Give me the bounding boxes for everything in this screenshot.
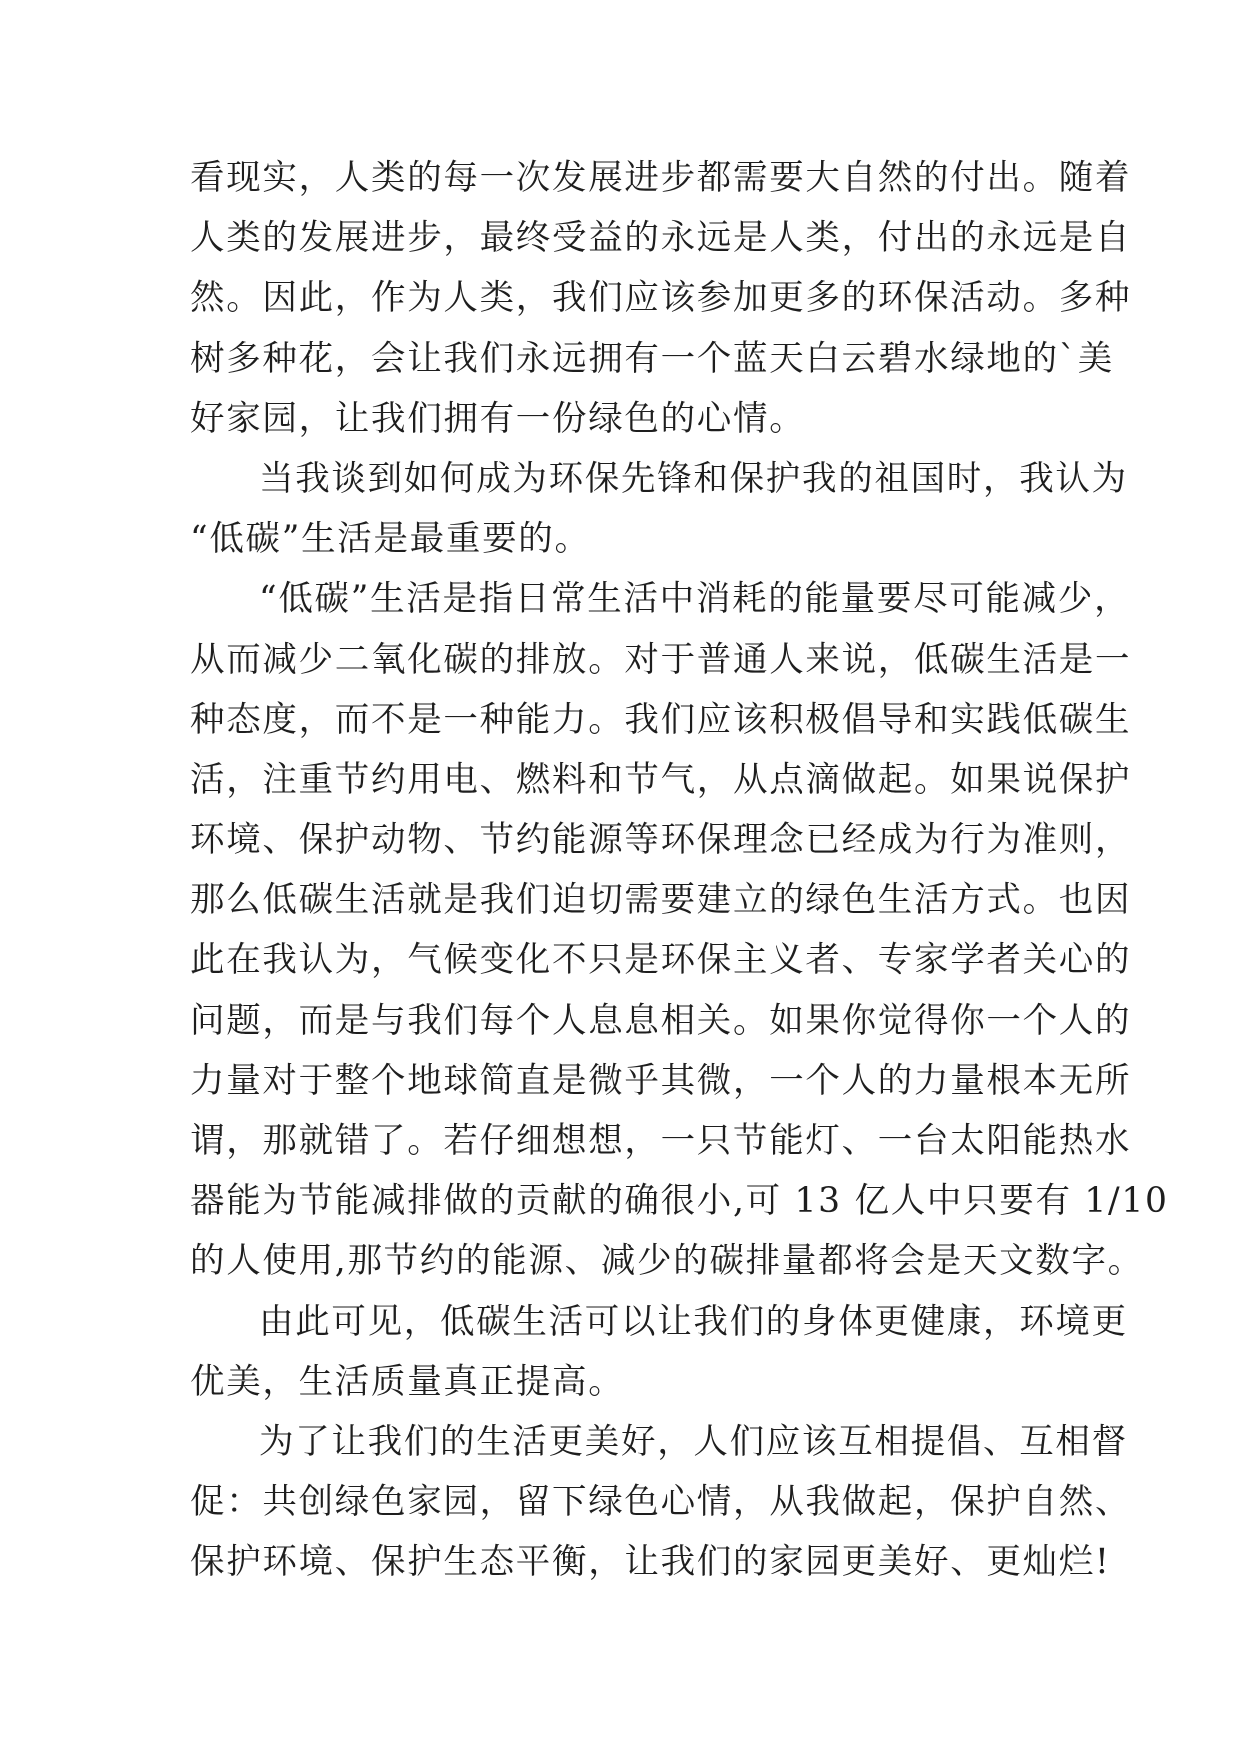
text-line: 然。因此，作为人类，我们应该参加更多的环保活动。多种 — [190, 278, 1132, 319]
text-line: 人类的发展进步，最终受益的永远是人类，付出的永远是自 — [190, 218, 1132, 259]
text-line: 力量对于整个地球简直是微乎其微，一个人的力量根本无所 — [190, 1060, 1132, 1101]
text-line: 那么低碳生活就是我们迫切需要建立的绿色生活方式。也因 — [190, 880, 1132, 921]
text-line: 此在我认为，气候变化不只是环保主义者、专家学者关心的 — [190, 940, 1132, 981]
text-line: 看现实，人类的每一次发展进步都需要大自然的付出。随着 — [190, 158, 1132, 198]
text-line: 促：共创绿色家园，留下绿色心情，从我做起，保护自然、 — [190, 1482, 1132, 1523]
text-line: 从而减少二氧化碳的排放。对于普通人来说，低碳生活是一 — [190, 639, 1132, 680]
text-line: 保护环境、保护生态平衡，让我们的家园更美好、更灿烂! — [190, 1542, 1111, 1583]
text-line: 优美，生活质量真正提高。 — [190, 1361, 625, 1402]
text-line: 问题，而是与我们每个人息息相关。如果你觉得你一个人的 — [190, 1000, 1132, 1041]
text-line: 种态度，而不是一种能力。我们应该积极倡导和实践低碳生 — [190, 699, 1132, 740]
paragraph-start-line: 当我谈到如何成为环保先锋和保护我的祖国时，我认为 — [259, 458, 1128, 499]
paragraph-start-line: 为了让我们的生活更美好，人们应该互相提倡、互相督 — [259, 1421, 1128, 1462]
text-line: 好家园，让我们拥有一份绿色的心情。 — [190, 398, 806, 439]
text-line: “低碳”生活是最重要的。 — [190, 519, 591, 560]
text-line: 器能为节能减排做的贡献的确很小,可 13 亿人中只要有 1/10 — [190, 1181, 1169, 1222]
text-line: 树多种花，会让我们永远拥有一个蓝天白云碧水绿地的`美 — [190, 338, 1114, 379]
text-line: 环境、保护动物、节约能源等环保理念已经成为行为准则， — [190, 820, 1132, 861]
text-line: 活，注重节约用电、燃料和节气，从点滴做起。如果说保护 — [190, 759, 1132, 800]
document-body — [190, 148, 1169, 1593]
paragraph-start-line: “低碳”生活是指日常生活中消耗的能量要尽可能减少， — [259, 579, 1131, 620]
text-line: 谓，那就错了。若仔细想想，一只节能灯、一台太阳能热水 — [190, 1121, 1132, 1161]
text-line: 的人使用,那节约的能源、减少的碳排量都将会是天文数字。 — [190, 1241, 1144, 1282]
paragraph-start-line: 由此可见，低碳生活可以让我们的身体更健康，环境更 — [259, 1301, 1128, 1342]
